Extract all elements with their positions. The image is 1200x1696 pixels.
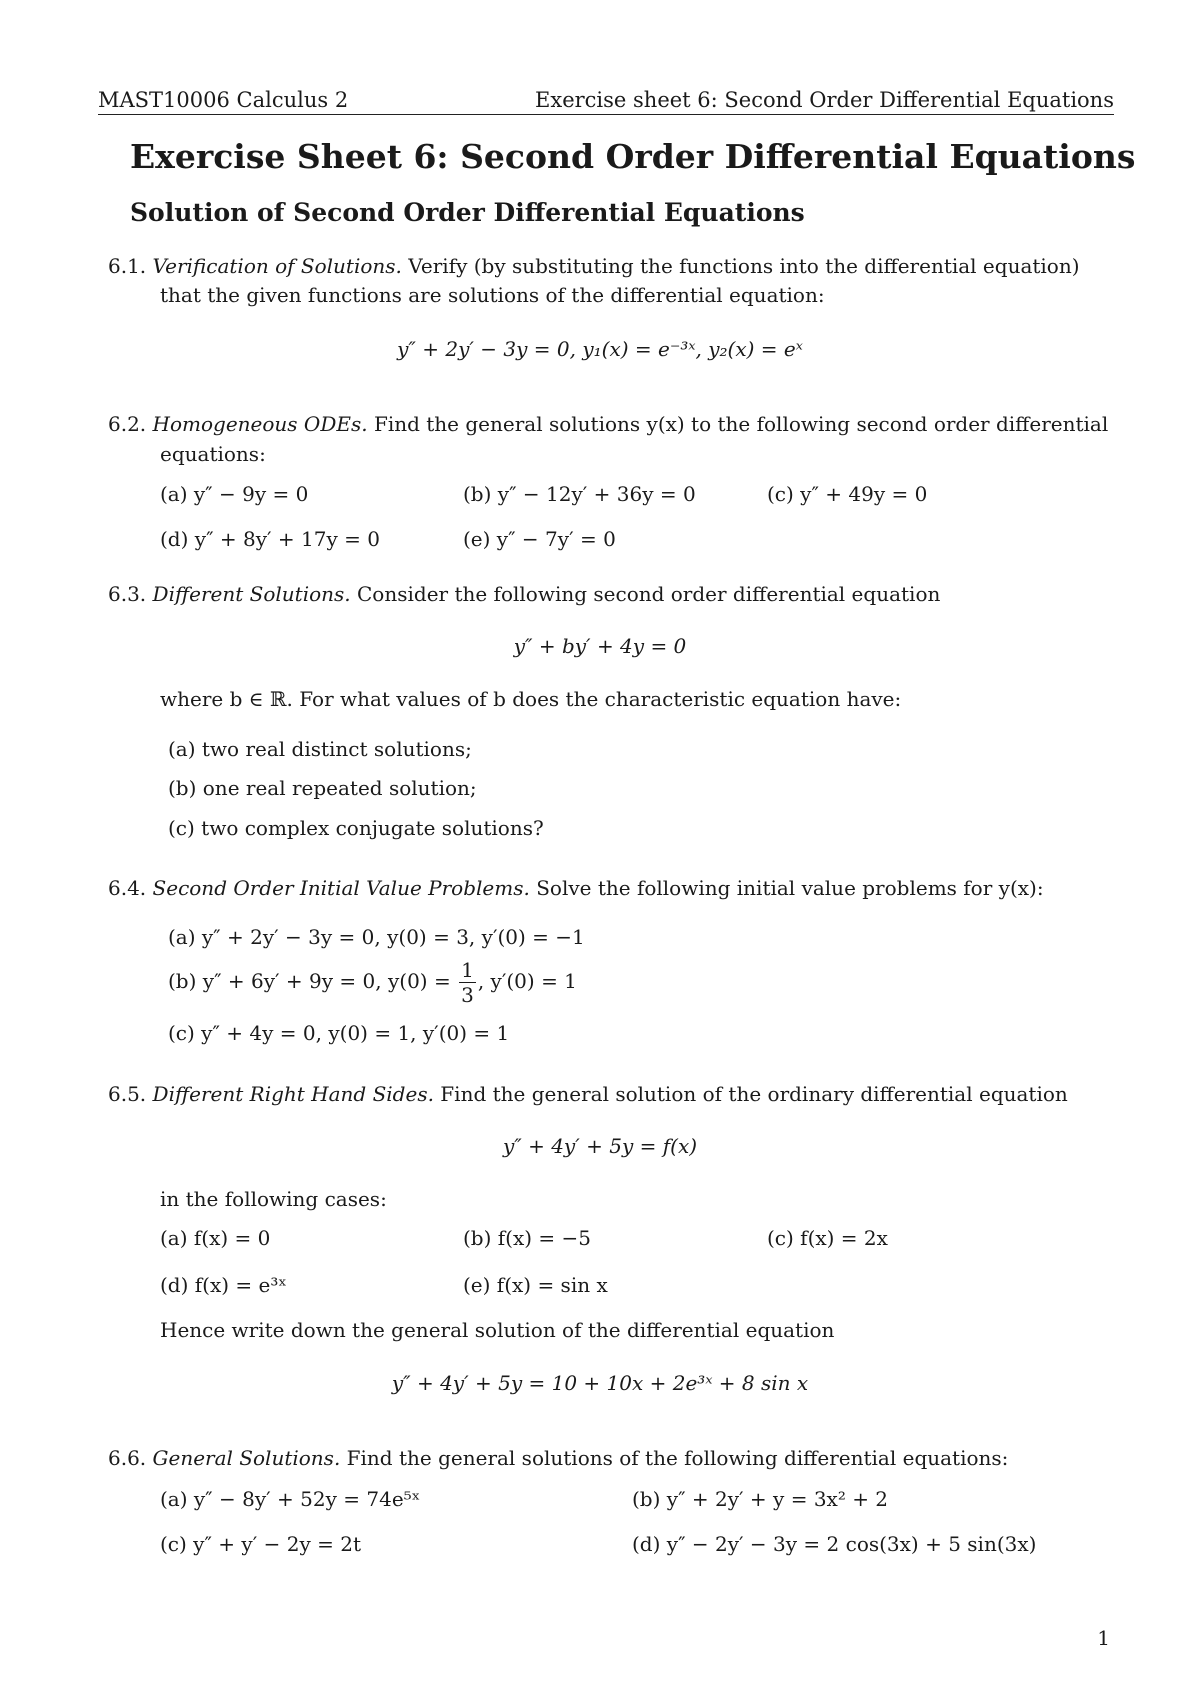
part-c: (c) y″ + 4y = 0, y(0) = 1, y′(0) = 1 xyxy=(168,1021,510,1045)
problem-number: 6.6. xyxy=(108,1446,147,1470)
running-header-right: Exercise sheet 6: Second Order Differential Equations xyxy=(535,88,1114,112)
problem-text: Solve the following initial value problems for y(x): xyxy=(536,876,1044,900)
part-e: (e) y″ − 7y′ = 0 xyxy=(463,527,616,551)
problem-heading: Homogeneous ODEs. xyxy=(152,412,368,436)
part-b-tail: , y′(0) = 1 xyxy=(477,969,577,993)
fraction-numerator: 1 xyxy=(461,958,474,982)
running-header-left: MAST10006 Calculus 2 xyxy=(98,88,349,112)
problem-text: Verify (by substituting the functions into the differential equation) xyxy=(408,254,1080,278)
display-equation: y″ + 2y′ − 3y = 0, y₁(x) = e⁻³ˣ, y₂(x) = eˣ xyxy=(397,337,803,361)
part-c: (c) y″ + 49y = 0 xyxy=(767,482,928,506)
problem-text-cont: in the following cases: xyxy=(160,1187,387,1211)
part-b-equation: (b) y″ + 6y′ + 9y = 0, y(0) = xyxy=(168,969,451,993)
fraction xyxy=(459,960,476,1005)
problem-heading: Second Order Initial Value Problems. xyxy=(152,876,530,900)
problem-6-3 xyxy=(108,582,940,606)
page-title: Exercise Sheet 6: Second Order Differential Equations xyxy=(130,137,1136,176)
section-title: Solution of Second Order Differential Equations xyxy=(130,198,805,227)
problem-6-4 xyxy=(108,876,1044,900)
problem-heading: Verification of Solutions. xyxy=(152,254,402,278)
part-e: (e) f(x) = sin x xyxy=(463,1273,608,1297)
problem-heading: General Solutions. xyxy=(152,1446,341,1470)
fraction-denominator: 3 xyxy=(461,983,474,1007)
part-d: (d) f(x) = e³ˣ xyxy=(160,1273,287,1297)
part-c: (c) f(x) = 2x xyxy=(767,1226,888,1250)
part-b: (b) one real repeated solution; xyxy=(168,776,477,800)
part-b: (b) f(x) = −5 xyxy=(463,1226,592,1250)
part-a: (a) y″ − 8y′ + 52y = 74e⁵ˣ xyxy=(160,1487,421,1511)
problem-text: Find the general solutions of the following differential equations: xyxy=(346,1446,1009,1470)
part-a: (a) y″ + 2y′ − 3y = 0, y(0) = 3, y′(0) = −1 xyxy=(168,925,585,949)
problem-number: 6.3. xyxy=(108,582,147,606)
problem-text-cont: where b ∈ ℝ. For what values of b does the characteristic equation have: xyxy=(160,687,902,711)
part-b xyxy=(168,960,577,1005)
part-d: (d) y″ + 8y′ + 17y = 0 xyxy=(160,527,380,551)
display-equation: y″ + by′ + 4y = 0 xyxy=(513,634,687,658)
header-rule xyxy=(98,114,1114,115)
problem-6-5 xyxy=(108,1082,1068,1106)
problem-text: Consider the following second order differential equation xyxy=(357,582,941,606)
part-b: (b) y″ − 12y′ + 36y = 0 xyxy=(463,482,696,506)
problem-heading: Different Solutions. xyxy=(152,582,351,606)
part-a: (a) f(x) = 0 xyxy=(160,1226,271,1250)
display-equation: y″ + 4y′ + 5y = f(x) xyxy=(502,1134,698,1158)
problem-6-6 xyxy=(108,1446,1008,1470)
display-equation: y″ + 4y′ + 5y = 10 + 10x + 2e³ˣ + 8 sin x xyxy=(391,1371,809,1395)
problem-number: 6.2. xyxy=(108,412,147,436)
problem-text: Find the general solutions y(x) to the following second order differential xyxy=(373,412,1109,436)
problem-number: 6.4. xyxy=(108,876,147,900)
part-a: (a) two real distinct solutions; xyxy=(168,737,472,761)
problem-text-cont: equations: xyxy=(160,442,266,466)
problem-heading: Different Right Hand Sides. xyxy=(152,1082,434,1106)
problem-text-cont: Hence write down the general solution of the differential equation xyxy=(160,1318,835,1342)
problem-text: Find the general solution of the ordinary differential equation xyxy=(440,1082,1068,1106)
problem-number: 6.5. xyxy=(108,1082,147,1106)
part-d: (d) y″ − 2y′ − 3y = 2 cos(3x) + 5 sin(3x) xyxy=(632,1532,1037,1556)
problem-text-cont: that the given functions are solutions of the differential equation: xyxy=(160,283,825,307)
problem-6-1 xyxy=(108,254,1080,278)
part-a: (a) y″ − 9y = 0 xyxy=(160,482,309,506)
page-number: 1 xyxy=(1097,1626,1110,1650)
part-c: (c) y″ + y′ − 2y = 2t xyxy=(160,1532,361,1556)
problem-6-2 xyxy=(108,412,1108,436)
part-c: (c) two complex conjugate solutions? xyxy=(168,816,544,840)
part-b: (b) y″ + 2y′ + y = 3x² + 2 xyxy=(632,1487,889,1511)
problem-number: 6.1. xyxy=(108,254,147,278)
